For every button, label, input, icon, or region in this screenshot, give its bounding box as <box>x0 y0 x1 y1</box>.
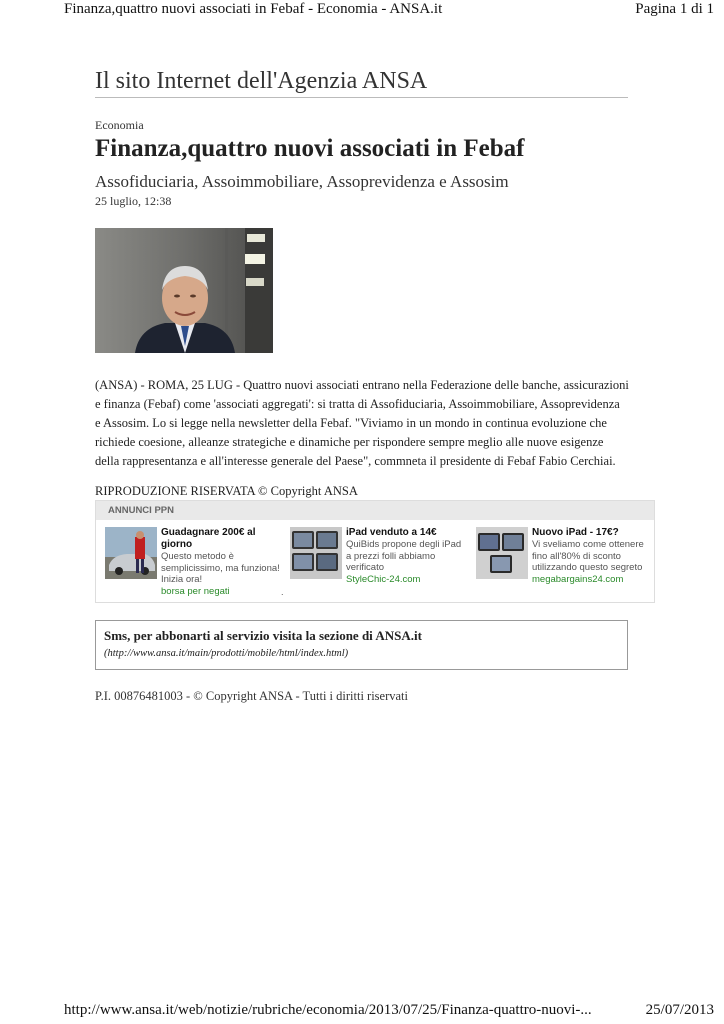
article-subheadline: Assofiduciaria, Assoimmobiliare, Assoprevidenza e Assosim <box>95 172 509 191</box>
sms-box <box>95 620 628 670</box>
ad-source[interactable]: StyleChic-24.com <box>346 573 421 585</box>
print-footer <box>0 1002 724 1024</box>
article-body-line: e finanza (Febaf) come 'associati aggregati': si tratta di Assofiduciaria, Assoimmobiliare, Assoprevidenza <box>95 397 620 411</box>
article-body <box>95 376 630 471</box>
section-label[interactable]: Economia <box>95 118 144 132</box>
article-body-line: della rappresentanza e all'interesse generale del Paese", commneta il presidente di Febaf Fabio Cerchiai. <box>95 454 616 468</box>
article-photo <box>95 228 273 353</box>
article-body-line: e Assosim. Lo si legge nella newsletter della Febaf. "Viviamo in un mondo in continua evoluzione che <box>95 416 607 430</box>
ads-header: ANNUNCI PPN <box>96 501 654 520</box>
article-copyright: RIPRODUZIONE RISERVATA © Copyright ANSA <box>95 484 358 498</box>
ad-thumbnail-ipads[interactable] <box>476 527 528 579</box>
print-footer-url: http://www.ansa.it/web/notizie/rubriche/economia/2013/07/25/Finanza-quattro-nuovi-... <box>64 1002 592 1018</box>
ads-separator: . <box>281 587 284 597</box>
ad-source[interactable]: borsa per negati <box>161 585 230 597</box>
sms-link[interactable]: (http://www.ansa.it/main/prodotti/mobile/html/index.html) <box>104 648 349 659</box>
ad-title[interactable]: Guadagnare 200€ al giorno <box>161 527 256 550</box>
print-header-page: Pagina 1 di 1 <box>635 1 714 17</box>
article-headline: Finanza,quattro nuovi associati in Febaf <box>95 135 525 162</box>
article-date: 25 luglio, 12:38 <box>95 194 172 208</box>
ad-title[interactable]: iPad venduto a 14€ <box>346 527 437 538</box>
ad-description: Vi sveliamo come ottenere fino all'80% di sconto utilizzando questo segreto <box>532 539 644 573</box>
sms-title[interactable]: Sms, per abbonarti al servizio visita la sezione di ANSA.it <box>104 628 422 643</box>
ad-thumbnail-car[interactable] <box>105 527 157 579</box>
site-title[interactable]: Il sito Internet dell'Agenzia ANSA <box>95 68 428 94</box>
site-title-divider <box>95 97 628 98</box>
print-header-title: Finanza,quattro nuovi associati in Febaf - Economia - ANSA.it <box>64 1 443 17</box>
print-footer-date: 25/07/2013 <box>645 1002 714 1018</box>
ads-box <box>95 500 655 603</box>
article-body-line: (ANSA) - ROMA, 25 LUG - Quattro nuovi associati entrano nella Federazione delle banche, assicurazioni <box>95 378 629 392</box>
article-body-line: richiede coesione, alleanze strategiche e dinamiche per rispondere sempre meglio alle nuove esigenze <box>95 435 604 449</box>
ad-source[interactable]: megabargains24.com <box>532 573 624 585</box>
print-header <box>0 0 724 22</box>
legal-notice: P.I. 00876481003 - © Copyright ANSA - Tutti i diritti riservati <box>95 689 408 703</box>
ad-thumbnail-ipads[interactable] <box>290 527 342 579</box>
ad-description: QuiBids propone degli iPad a prezzi folli abbiamo verificato <box>346 539 462 573</box>
ad-description: Questo metodo è semplicissimo, ma funziona! Inizia ora! <box>161 551 280 585</box>
ad-title[interactable]: Nuovo iPad - 17€? <box>532 527 619 538</box>
